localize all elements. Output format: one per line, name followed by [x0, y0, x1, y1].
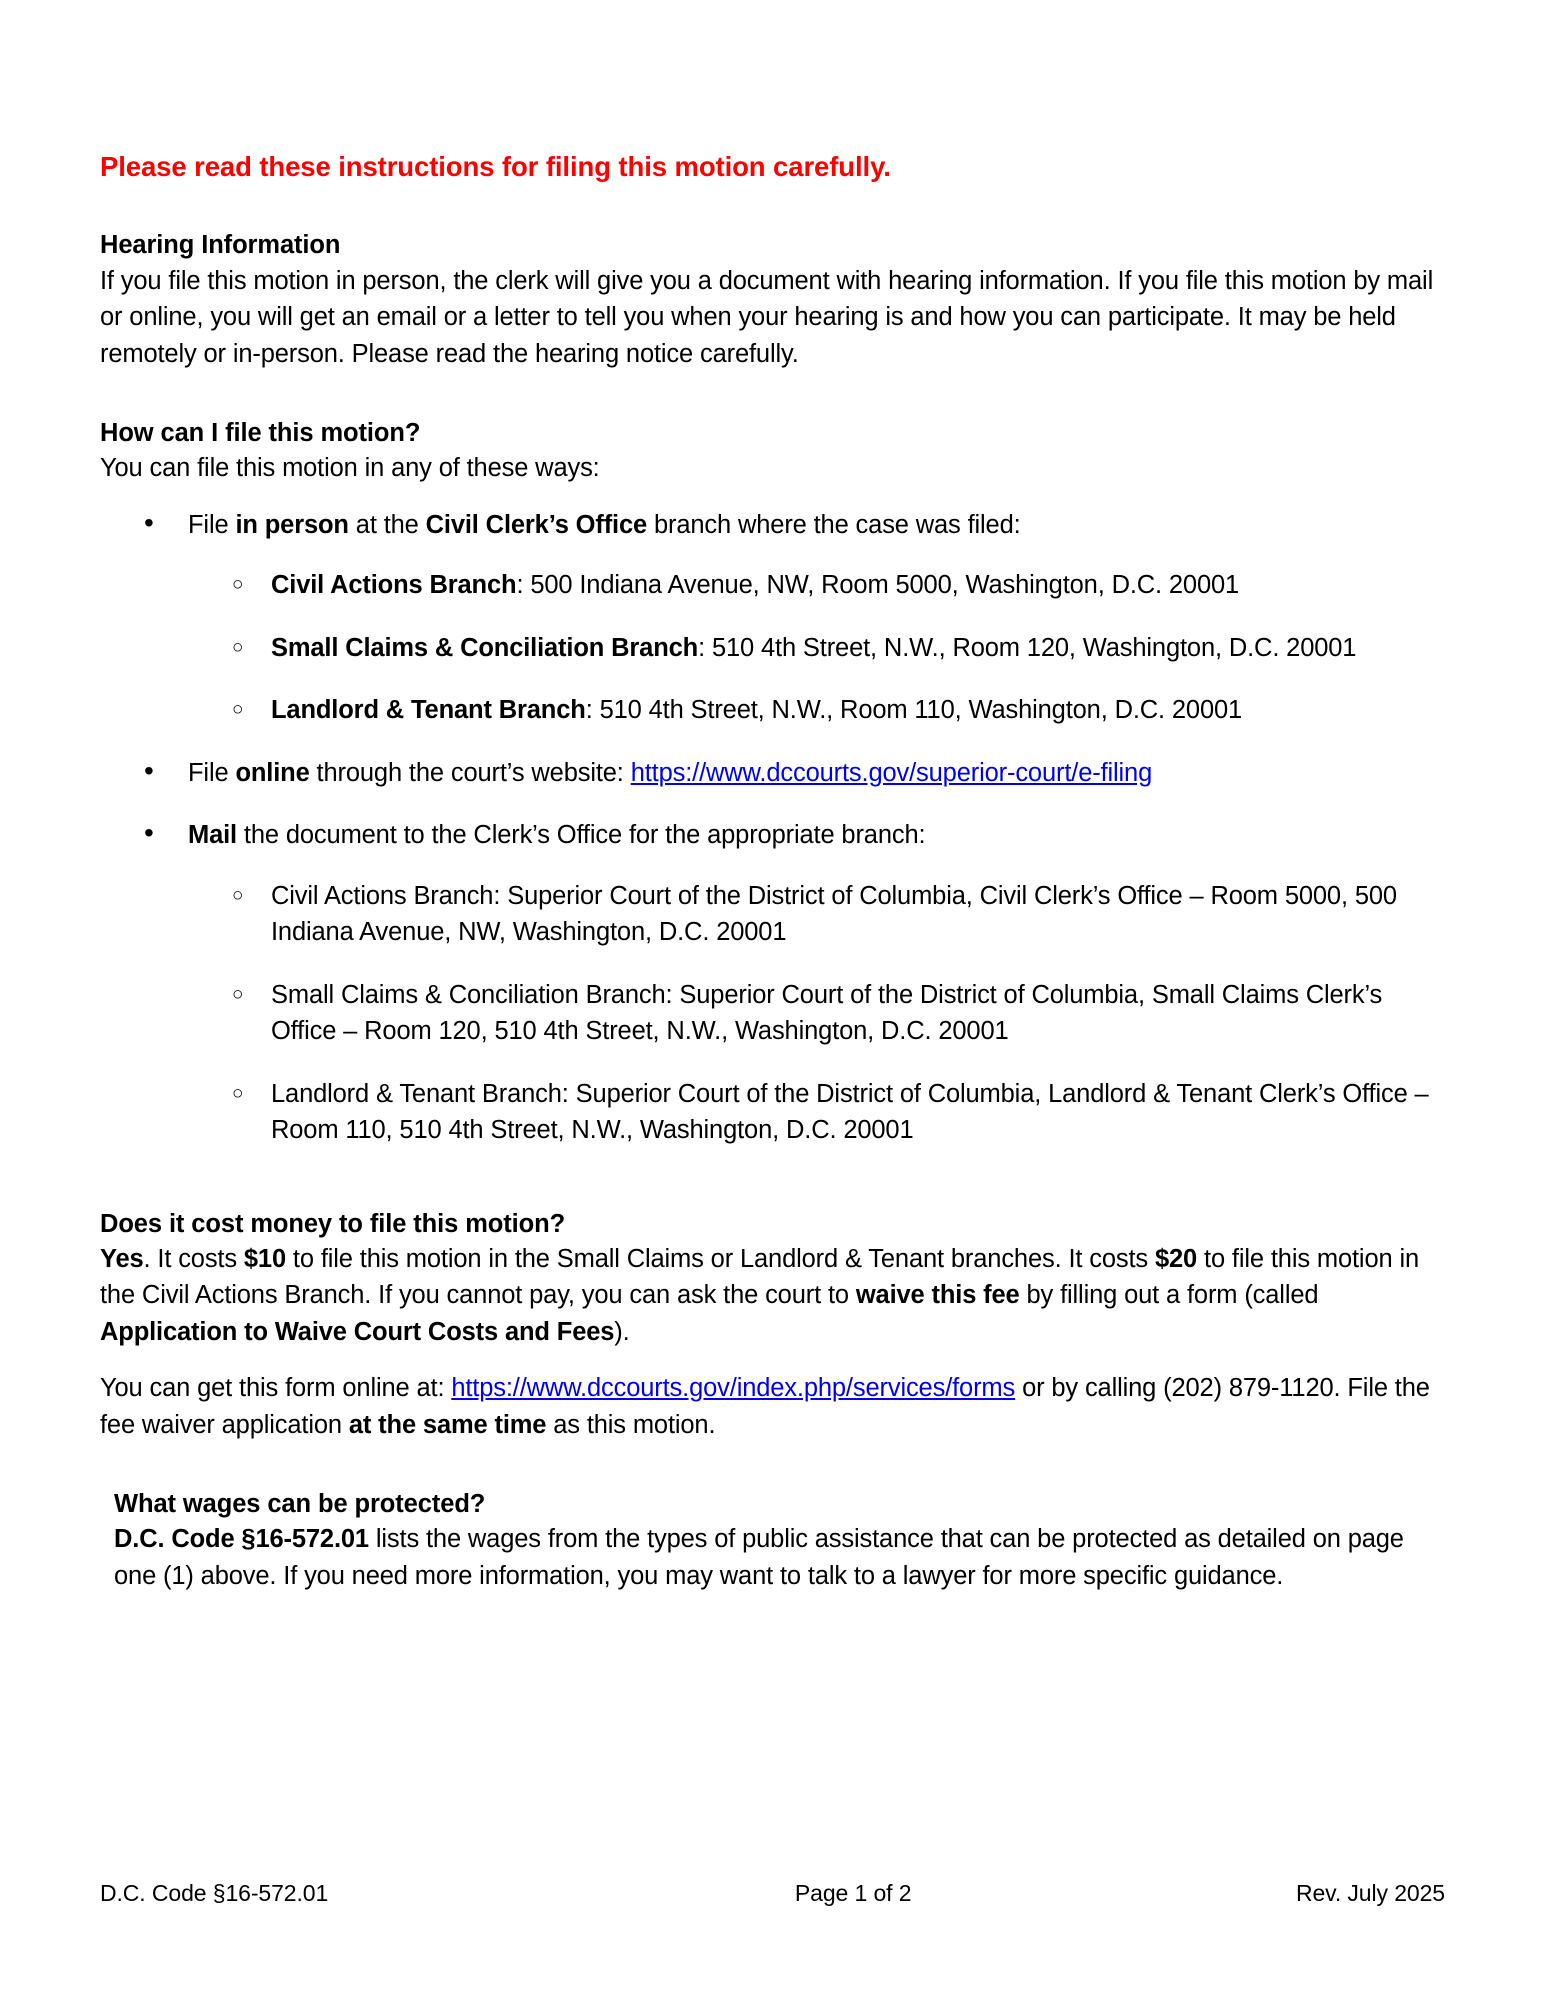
paragraph-wages-protected [114, 1521, 1445, 1594]
text-form-online-a: You can get this form online at: [100, 1374, 452, 1403]
sub-bullet-marker-icon: ○ [232, 636, 244, 658]
link-efiling[interactable]: https://www.dccourts.gov/superior-court/e-filing [630, 758, 1153, 787]
sub-bullet-marker-icon: ○ [232, 699, 244, 721]
heading-hearing-information: Hearing Information [100, 231, 341, 260]
text-waive-fee-bold: waive this fee [855, 1281, 1020, 1310]
text-mail-suffix: the document to the Clerk’s Office for the appropriate branch: [237, 821, 926, 850]
list-item-mail-small-claims [188, 977, 1445, 1050]
sub-item-text [271, 696, 1242, 724]
mail-address: Civil Actions Branch: Superior Court of the District of Columbia, Civil Clerk’s Office – Room 5000, 500 Indiana Avenue, NW, Washington, D.C. 20001 [271, 881, 1397, 947]
text-form-online-c: as this motion. [546, 1410, 716, 1439]
list-item-file-in-person [100, 507, 1445, 729]
text-cost-e: ). [614, 1317, 630, 1346]
list-item-mail-civil-actions [188, 878, 1445, 951]
mail-branch-list [188, 878, 1445, 1149]
heading-wages-protected: What wages can be protected? [114, 1490, 486, 1519]
branch-address: : 500 Indiana Avenue, NW, Room 5000, Washington, D.C. 20001 [516, 571, 1240, 600]
sub-bullet-marker-icon: ○ [232, 884, 244, 906]
list-item-landlord-tenant-branch [188, 692, 1445, 729]
list-item-file-online [100, 755, 1445, 792]
text-fee-amount-20: $20 [1154, 1244, 1198, 1273]
branch-address: : 510 4th Street, N.W., Room 120, Washington, D.C. 20001 [698, 633, 1357, 662]
paragraph-how-to-file-intro: You can file this motion in any of these ways: [100, 454, 600, 483]
footer-page-number: Page 1 of 2 [794, 1880, 912, 1906]
branch-name-bold: Landlord & Tenant Branch [271, 696, 586, 725]
text-cost-a: . It costs [143, 1244, 244, 1273]
sub-bullet-marker-icon: ○ [232, 1082, 244, 1104]
page-title-instructions: Please read these instructions for filing this motion carefully. [100, 151, 891, 182]
text-mail-bold: Mail [188, 821, 237, 850]
sub-bullet-marker-icon: ○ [232, 574, 244, 596]
filing-methods-list [100, 507, 1445, 1149]
footer-code-reference: D.C. Code §16-572.01 [100, 1880, 329, 1906]
branch-address: : 510 4th Street, N.W., Room 110, Washington, D.C. 20001 [585, 696, 1243, 725]
paragraph-cost [100, 1241, 1445, 1351]
text-cost-d: by filling out a form (called [1019, 1281, 1319, 1310]
page-footer [100, 1880, 1445, 1907]
text-same-time-bold: at the same time [348, 1410, 547, 1439]
bullet-marker-icon: • [144, 817, 154, 849]
text-yes-bold: Yes [100, 1244, 144, 1273]
sub-bullet-marker-icon: ○ [232, 983, 244, 1005]
text-in-person-bold: in person [235, 510, 349, 539]
list-item-text [188, 511, 1021, 539]
list-item-file-by-mail [100, 817, 1445, 1149]
wages-section [100, 1488, 1445, 1594]
bullet-marker-icon: • [144, 506, 154, 538]
paragraph-hearing-information: If you file this motion in person, the clerk will give you a document with hearing information. If you file this motion by mail or online, you will get an email or a letter to tell you when your hearing is and how you can participate. It may be held remotely or in-person. Please read the hearing notice carefully. [100, 266, 1434, 368]
bullet-marker-icon: • [144, 754, 154, 786]
text-at-the: at the [348, 510, 426, 539]
text-wages-rest: lists the wages from the types of public assistance that can be protected as detailed on page one (1) above. If you need more information, you may want to talk to a lawyer for more specific guidance. [114, 1525, 1404, 1590]
list-item-mail-landlord-tenant [188, 1076, 1445, 1149]
text-civil-clerks-office-bold: Civil Clerk’s Office [425, 510, 648, 539]
document-content [100, 150, 1445, 1594]
text-file-prefix: File [188, 510, 236, 539]
branch-name-bold: Small Claims & Conciliation Branch [271, 633, 699, 662]
list-item-civil-actions-branch [188, 567, 1445, 604]
mail-address: Small Claims & Conciliation Branch: Superior Court of the District of Columbia, Small Claims Clerk’s Office – Room 120, 510 4th Street, N.W., Washington, D.C. 20001 [271, 980, 1383, 1046]
text-through-website: through the court’s website: [309, 758, 631, 787]
text-cost-c: to file this motion in the Civil Actions Branch. If you cannot pay, you can ask the court to [100, 1244, 1419, 1310]
text-dc-code-bold: D.C. Code §16-572.01 [114, 1525, 369, 1554]
footer-revision-date: Rev. July 2025 [1295, 1880, 1445, 1906]
in-person-branch-list [188, 567, 1445, 729]
branch-name-bold: Civil Actions Branch [271, 571, 517, 600]
heading-cost: Does it cost money to file this motion? [100, 1209, 566, 1238]
sub-item-text [271, 634, 1356, 662]
text-fee-amount-10: $10 [243, 1244, 286, 1273]
text-cost-b: to file this motion in the Small Claims or Landlord & Tenant branches. It costs [286, 1244, 1155, 1273]
heading-how-to-file: How can I file this motion? [100, 419, 421, 448]
text-file-prefix: File [188, 758, 236, 787]
list-item-text [188, 759, 1152, 787]
text-form-name-bold: Application to Waive Court Costs and Fees [100, 1317, 615, 1346]
link-forms[interactable]: https://www.dccourts.gov/index.php/services/forms [451, 1374, 1016, 1403]
mail-address: Landlord & Tenant Branch: Superior Court of the District of Columbia, Landlord & Tenant Clerk’s Office – Room 110, 510 4th Street, N.W., Washington, D.C. 20001 [271, 1079, 1429, 1145]
list-item-text [188, 821, 925, 849]
list-item-small-claims-branch [188, 630, 1445, 667]
text-branch-suffix: branch where the case was filed: [647, 510, 1021, 539]
sub-item-text [271, 571, 1239, 599]
text-online-bold: online [235, 758, 310, 787]
paragraph-form-online [100, 1370, 1445, 1443]
text-form-online-b: or by calling (202) 879-1120. File the fee waiver application [100, 1374, 1430, 1439]
